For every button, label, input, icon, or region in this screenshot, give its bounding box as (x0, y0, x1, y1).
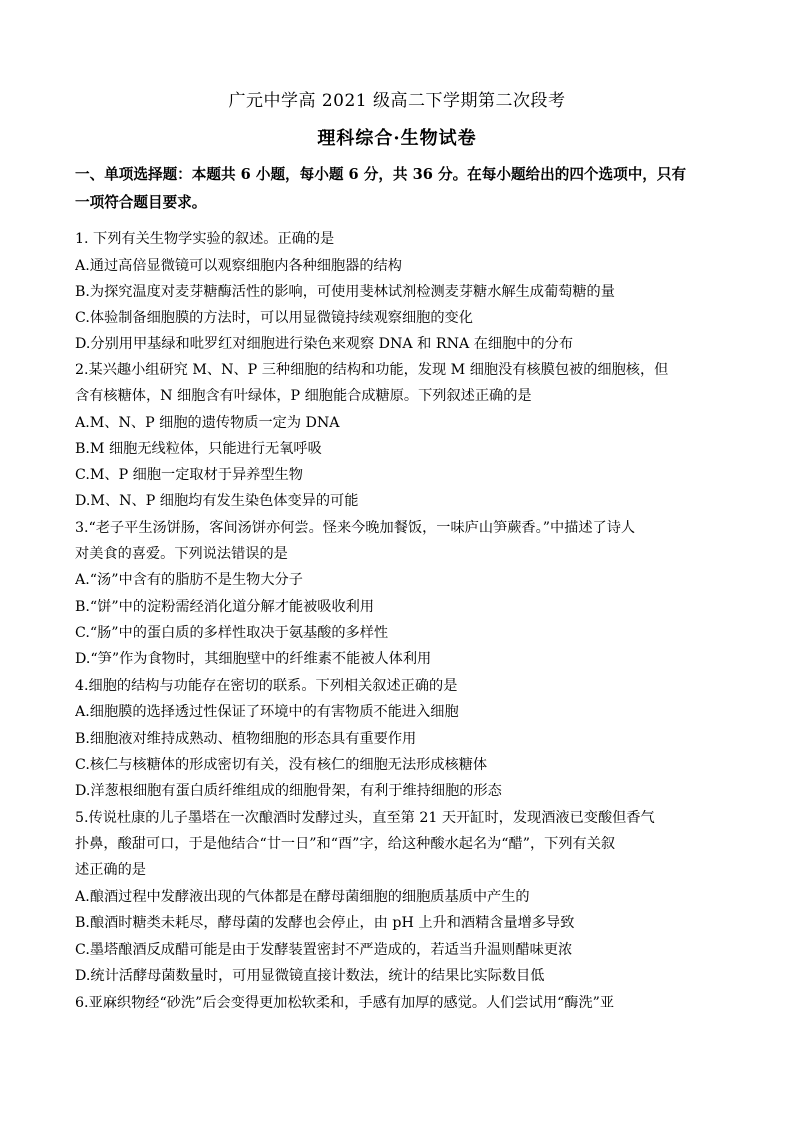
question-3-option-a: A.“汤”中含有的脂肪不是生物大分子 (75, 572, 303, 588)
section-instruction: 一、单项选择题：本题共 6 小题，每小题 6 分，共 36 分。在每小题给出的四个选项中，只有 (75, 166, 687, 183)
question-2-option-c: C.M、P 细胞一定取材于异养型生物 (75, 467, 303, 483)
question-4-option-b: B.细胞液对维持成熟动、植物细胞的形态具有重要作用 (75, 731, 417, 747)
question-5-stem-cont-2: 述正确的是 (75, 862, 146, 878)
section-instruction-cont: 一项符合题目要求。 (75, 194, 207, 211)
question-4-option-a: A.细胞膜的选择透过性保证了环境中的有害物质不能进入细胞 (75, 704, 459, 720)
question-1-option-d: D.分别用甲基绿和吡罗红对细胞进行染色来观察 DNA 和 RNA 在细胞中的分布 (75, 336, 574, 352)
question-5-option-b: B.酿酒时糖类未耗尽，酵母菌的发酵也会停止，由 pH 上升和酒精含量增多导致 (75, 915, 575, 931)
question-3-option-c: C.“肠”中的蛋白质的多样性取决于氨基酸的多样性 (75, 625, 389, 641)
question-5-stem-cont-1: 扑鼻，酸甜可口，于是他结合“廿一日”和“酉”字，给这种酸水起名为“醋”，下列有关叙 (75, 836, 616, 852)
question-5-option-c: C.墨塔酿酒反成醋可能是由于发酵装置密封不严造成的，若适当升温则醋味更浓 (75, 942, 573, 958)
question-3-stem-cont: 对美食的喜爱。下列说法错误的是 (75, 546, 288, 562)
question-1-option-c: C.体验制备细胞膜的方法时，可以用显微镜持续观察细胞的变化 (75, 310, 473, 326)
exam-subtitle: 理科综合·生物试卷 (317, 128, 477, 149)
question-2-option-d: D.M、N、P 细胞均有发生染色体变异的可能 (75, 493, 359, 509)
question-4-option-c: C.核仁与核糖体的形成密切有关，没有核仁的细胞无法形成核糖体 (75, 757, 488, 773)
question-3-option-d: D.“笋”作为食物时，其细胞壁中的纤维素不能被人体利用 (75, 651, 432, 667)
question-1-option-b: B.为探究温度对麦芽糖酶活性的影响，可使用斐林试剂检测麦芽糖水解生成葡萄糖的量 (75, 284, 615, 300)
question-2-option-b: B.M 细胞无线粒体，只能进行无氧呼吸 (75, 441, 322, 457)
exam-title: 广元中学高 2021 级高二下学期第二次段考 (228, 91, 566, 111)
question-4-option-d: D.洋葱根细胞有蛋白质纤维组成的细胞骨架，有利于维持细胞的形态 (75, 783, 502, 799)
question-5-stem: 5.传说杜康的儿子墨塔在一次酿酒时发酵过头，直至第 21 天开缸时，发现酒液已变酸但香气 (75, 810, 655, 826)
question-3-option-b: B.“饼”中的淀粉需经消化道分解才能被吸收利用 (75, 599, 375, 615)
question-1-stem: 1. 下列有关生物学实验的叙述。正确的是 (75, 231, 335, 247)
question-1-option-a: A.通过高倍显微镜可以观察细胞内各种细胞器的结构 (75, 258, 402, 274)
question-5-option-a: A.酿酒过程中发酵液出现的气体都是在酵母菌细胞的细胞质基质中产生的 (75, 889, 530, 905)
question-3-stem: 3.“老子平生汤饼肠，客间汤饼亦何尝。怪来今晚加餐饭，一味庐山笋蕨香。”中描述了诗人 (75, 520, 636, 536)
question-2-option-a: A.M、N、P 细胞的遗传物质一定为 DNA (75, 415, 340, 431)
question-4-stem: 4.细胞的结构与功能存在密切的联系。下列相关叙述正确的是 (75, 678, 458, 694)
question-5-option-d: D.统计活酵母菌数量时，可用显微镜直接计数法，统计的结果比实际数目低 (75, 968, 545, 984)
question-2-stem-cont: 含有核糖体，N 细胞含有叶绿体，P 细胞能合成糖原。下列叙述正确的是 (75, 388, 532, 404)
question-6-stem: 6.亚麻织物经“砂洗”后会变得更加松软柔和，手感有加厚的感觉。人们尝试用“酶洗”亚 (75, 995, 615, 1011)
question-2-stem: 2.某兴趣小组研究 M、N、P 三种细胞的结构和功能，发现 M 细胞没有核膜包被的细胞核，但 (75, 362, 669, 378)
